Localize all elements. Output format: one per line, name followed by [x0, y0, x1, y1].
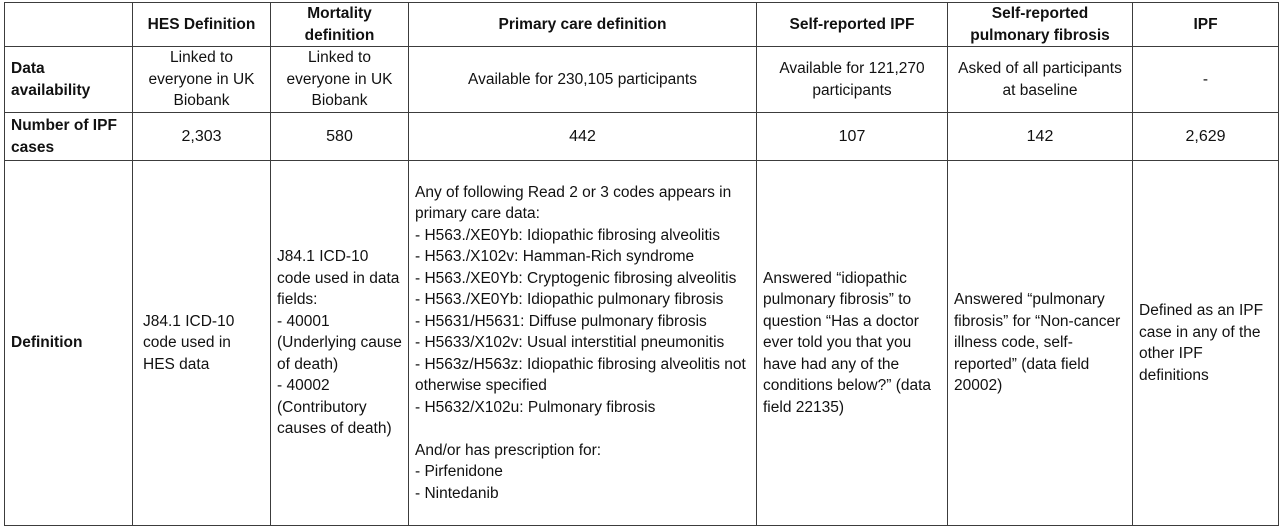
drug-item: - Pirfenidone — [415, 463, 503, 481]
row-label-cases: Number of IPF cases — [5, 113, 133, 161]
ipf-definitions-table — [4, 2, 1279, 526]
read-code-item: - H563./XE0Yb: Idiopathic fibrosing alveolitis — [415, 226, 720, 244]
header-mortality: Mortality definition — [271, 3, 409, 47]
availability-primary-care: Available for 230,105 participants — [409, 47, 757, 113]
header-blank — [5, 3, 133, 47]
cases-row — [5, 113, 1279, 161]
read-code-item: - H5631/H5631: Diffuse pulmonary fibrosis — [415, 312, 707, 330]
availability-self-reported-ipf: Available for 121,270 participants — [757, 47, 948, 113]
read-code-item: - H563./X102v: Hamman-Rich syndrome — [415, 248, 695, 266]
primary-care-intro: Any of following Read 2 or 3 codes appears in primary care data: — [415, 183, 732, 223]
spacer — [415, 418, 750, 440]
read-code-item: - H563./XE0Yb: Cryptogenic fibrosing alveolitis — [415, 269, 737, 287]
row-label-availability: Data availability — [5, 47, 133, 113]
definition-primary-care — [409, 161, 757, 526]
row-label-definition: Definition — [5, 161, 133, 526]
definition-hes: J84.1 ICD-10 code used in HES data — [133, 161, 271, 526]
header-self-reported-ipf: Self-reported IPF — [757, 3, 948, 47]
definition-self-reported-pf: Answered “pulmonary fibrosis” for “Non-cancer illness code, self-reported” (data field 20002) — [948, 161, 1133, 526]
availability-mortality: Linked to everyone in UK Biobank — [271, 47, 409, 113]
definition-ipf: Defined as an IPF case in any of the other IPF definitions — [1133, 161, 1279, 526]
header-ipf: IPF — [1133, 3, 1279, 47]
header-hes: HES Definition — [133, 3, 271, 47]
availability-ipf: - — [1133, 47, 1279, 113]
cases-self-reported-pf: 142 — [948, 113, 1133, 161]
definition-row — [5, 161, 1279, 526]
read-code-item: - H5633/X102v: Usual interstitial pneumonitis — [415, 334, 725, 352]
cases-primary-care: 442 — [409, 113, 757, 161]
read-code-item: - H563z/H563z: Idiopathic fibrosing alveolitis not otherwise specified — [415, 355, 746, 395]
prescription-intro: And/or has prescription for: — [415, 441, 602, 459]
header-primary-care: Primary care definition — [409, 3, 757, 47]
read-code-item: - H5632/X102u: Pulmonary fibrosis — [415, 398, 656, 416]
definition-mortality — [271, 161, 409, 526]
header-row — [5, 3, 1279, 47]
availability-row — [5, 47, 1279, 113]
mortality-intro: J84.1 ICD-10 code used in data fields: — [277, 248, 400, 309]
cases-hes: 2,303 — [133, 113, 271, 161]
cases-ipf: 2,629 — [1133, 113, 1279, 161]
drug-item: - Nintedanib — [415, 484, 499, 502]
header-self-reported-pf: Self-reported pulmonary fibrosis — [948, 3, 1133, 47]
mortality-field-item: - 40001 (Underlying cause of death) — [277, 312, 402, 373]
cases-self-reported-ipf: 107 — [757, 113, 948, 161]
definition-self-reported-ipf: Answered “idiopathic pulmonary fibrosis” to question “Has a doctor ever told you that you have had any of the conditions below?” (data field 22135) — [757, 161, 948, 526]
availability-self-reported-pf: Asked of all participants at baseline — [948, 47, 1133, 113]
mortality-field-item: - 40002 (Contributory causes of death) — [277, 377, 392, 438]
read-code-item: - H563./XE0Yb: Idiopathic pulmonary fibrosis — [415, 291, 724, 309]
cases-mortality: 580 — [271, 113, 409, 161]
availability-hes: Linked to everyone in UK Biobank — [133, 47, 271, 113]
